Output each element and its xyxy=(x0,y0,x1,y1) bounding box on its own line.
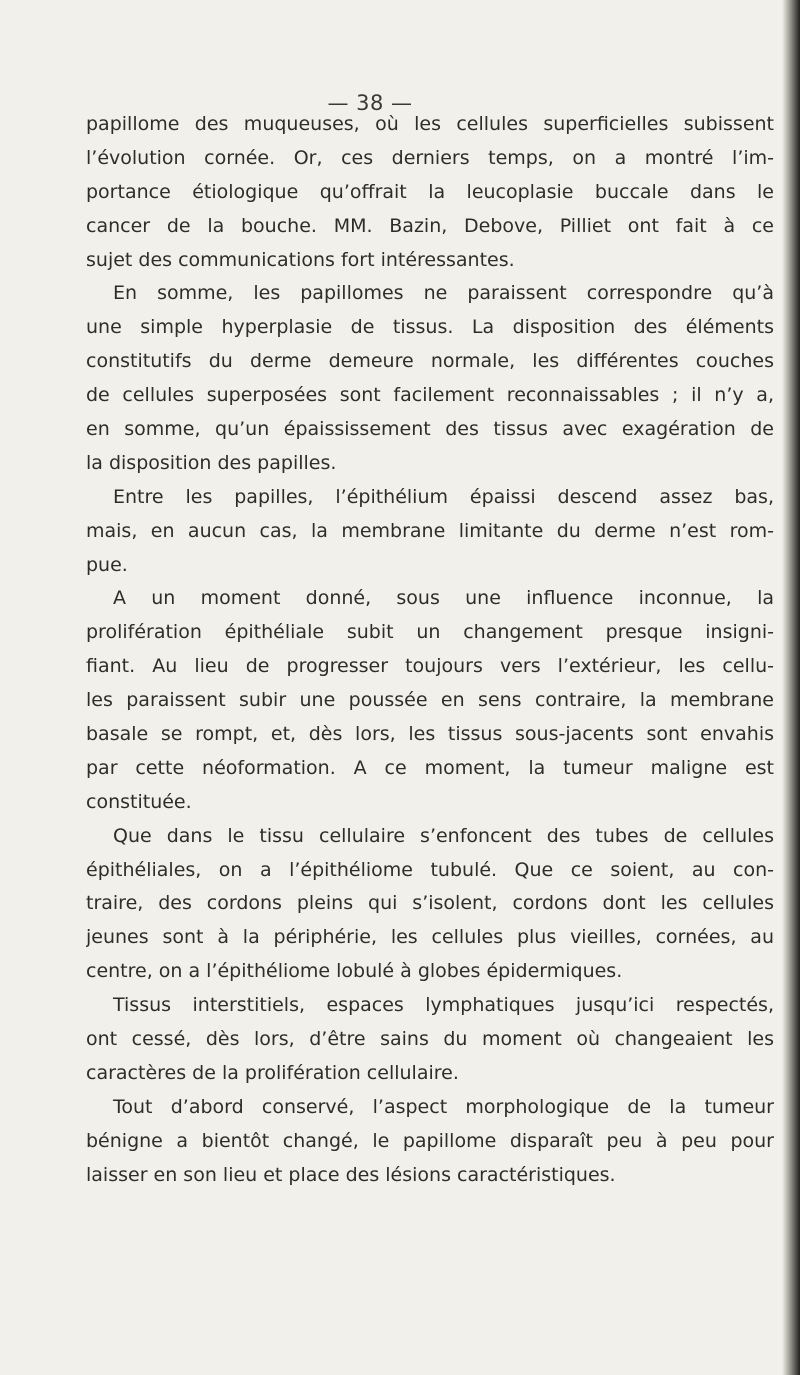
paragraph-start-line: A un moment donné, sous une influence inconnue, la xyxy=(113,587,774,610)
text-line: en somme, qu’un épaississement des tissus avec exagération de xyxy=(86,418,774,441)
text-line: prolifération épithéliale subit un changement presque insigni- xyxy=(86,621,774,644)
body-text xyxy=(86,108,774,1193)
paragraph-start-line: Que dans le tissu cellulaire s’enfoncent des tubes de cellules xyxy=(113,824,774,847)
text-line: la disposition des papilles. xyxy=(86,451,337,474)
text-line: sujet des communications fort intéressantes. xyxy=(86,248,515,271)
text-line: constituée. xyxy=(86,790,192,813)
paragraph-start-line: Tout d’abord conservé, l’aspect morphologique de la tumeur xyxy=(113,1095,774,1118)
text-line: une simple hyperplasie de tissus. La disposition des éléments xyxy=(86,316,774,339)
text-line: de cellules superposées sont facilement reconnaissables ; il n’y a, xyxy=(86,384,774,407)
text-line: bénigne a bientôt changé, le papillome disparaît peu à peu pour xyxy=(86,1129,774,1152)
page-edge-shadow xyxy=(782,0,800,1375)
text-line: cancer de la bouche. MM. Bazin, Debove, Pilliet ont fait à ce xyxy=(86,214,774,237)
paragraph-start-line: Tissus interstitiels, espaces lymphatiques jusqu’ici respectés, xyxy=(113,994,774,1017)
paragraph-start-line: Entre les papilles, l’épithélium épaissi descend assez bas, xyxy=(113,485,774,508)
text-line: épithéliales, on a l’épithéliome tubulé. Que ce soient, au con- xyxy=(86,858,774,881)
text-line: fiant. Au lieu de progresser toujours vers l’extérieur, les cellu- xyxy=(86,655,774,678)
text-line: ont cessé, dès lors, d’être sains du moment où changeaient les xyxy=(86,1028,774,1051)
text-line: centre, on a l’épithéliome lobulé à globes épidermiques. xyxy=(86,960,623,983)
text-line: mais, en aucun cas, la membrane limitante du derme n’est rom- xyxy=(86,519,774,542)
text-line: papillome des muqueuses, où les cellules superficielles subissent xyxy=(86,113,774,135)
text-line: basale se rompt, et, dès lors, les tissus sous-jacents sont envahis xyxy=(86,723,774,746)
text-line: portance étiologique qu’offrait la leucoplasie buccale dans le xyxy=(86,180,774,203)
text-line: les paraissent subir une poussée en sens contraire, la membrane xyxy=(86,689,774,712)
page-number: — 38 — xyxy=(327,91,413,115)
text-line: laisser en son lieu et place des lésions caractéristiques. xyxy=(86,1163,616,1186)
text-line: caractères de la prolifération cellulaire. xyxy=(86,1061,459,1084)
text-line: jeunes sont à la périphérie, les cellules plus vieilles, cornées, au xyxy=(86,926,774,949)
paragraph-start-line: En somme, les papillomes ne paraissent correspondre qu’à xyxy=(113,282,774,305)
text-line: par cette néoformation. A ce moment, la tumeur maligne est xyxy=(86,756,774,779)
text-line: traire, des cordons pleins qui s’isolent, cordons dont les cellules xyxy=(86,892,774,915)
text-line: constitutifs du derme demeure normale, les différentes couches xyxy=(86,350,774,373)
text-line: l’évolution cornée. Or, ces derniers temps, on a montré l’im- xyxy=(86,146,774,169)
text-line: pue. xyxy=(86,553,128,576)
